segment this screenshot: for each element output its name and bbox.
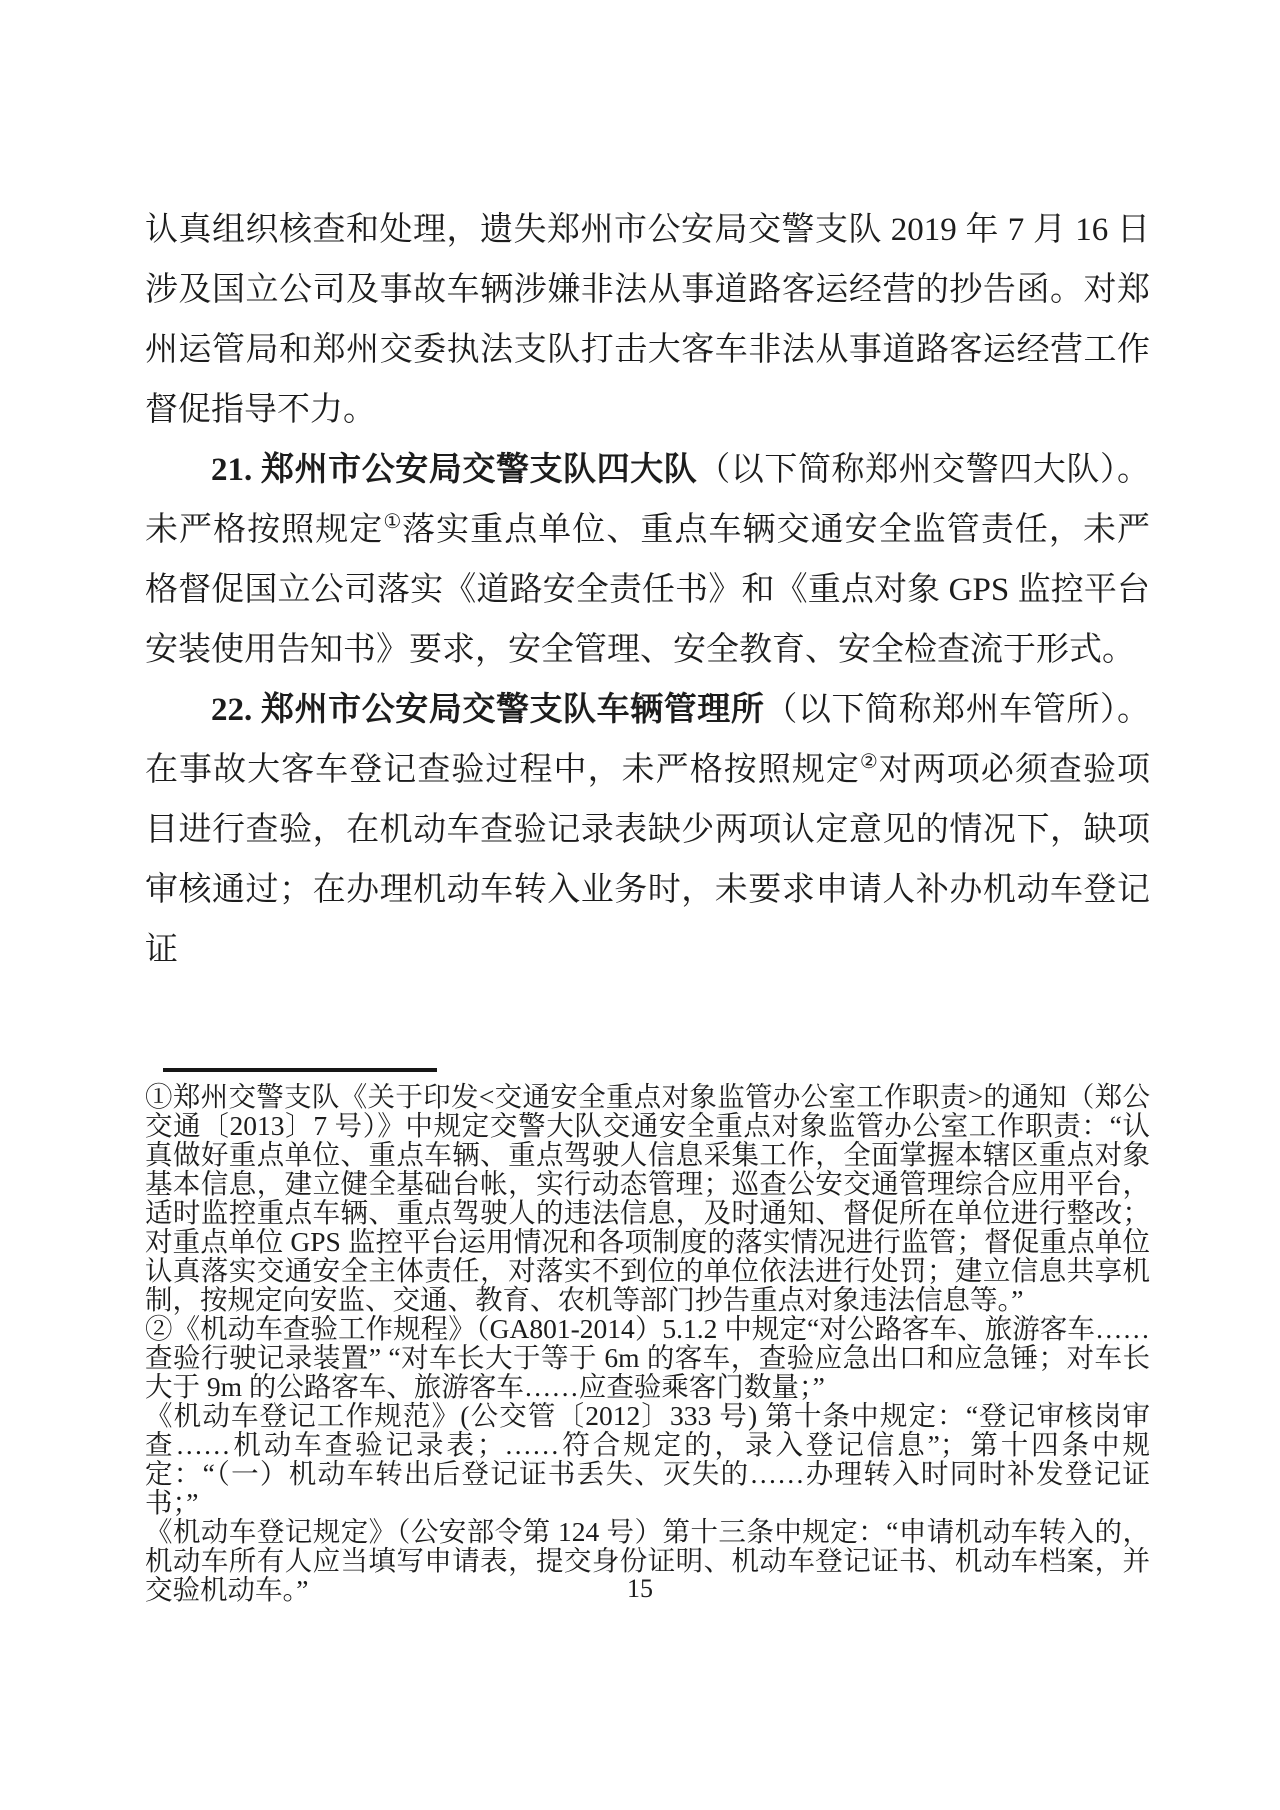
document-body: [145, 200, 1150, 980]
paragraph-21-heading: 21. 郑州市公安局交警支队四大队: [211, 452, 698, 488]
footnote-block: [145, 1082, 1150, 1604]
paragraph-21-text-continued: 落实重点单位、重点车辆交通安全监管责任，未严格督促国立公司落实《道路安全责任书》和《重点对象 GPS 监控平台安装使用告知书》要求，安全管理、安全教育、安全检查流于形式。: [145, 512, 1151, 668]
paragraph-21: [145, 440, 1150, 680]
footnote-1: ①郑州交警支队《关于印发<交通安全重点对象监管办公室工作职责>的通知（郑公交通〔2013〕7 号）》中规定交警大队交通安全重点对象监管办公室工作职责：“认真做好重点单位、重点车辆、重点驾驶人信息采集工作，全面掌握本辖区重点对象基本信息，建立健全基础台帐，实行动态管理；巡查公安交通管理综合应用平台，适时监控重点车辆、重点驾驶人的违法信息，及时通知、督促所在单位进行整改；对重点单位 GPS 监控平台运用情况和各项制度的落实情况进行监管；督促重点单位认真落实交通安全主体责任，对落实不到位的单位依法进行处罚；建立信息共享机制，按规定向安监、交通、教育、农机等部门抄告重点对象违法信息等。”: [145, 1081, 1150, 1315]
paragraph-22-text-continued: 对两项必须查验项目进行查验，在机动车查验记录表缺少两项认定意见的情况下，缺项审核通过；在办理机动车转入业务时，未要求申请人补办机动车登记证: [145, 752, 1151, 968]
footnote-marker-1: ①: [383, 511, 403, 533]
footnote-marker-2: ②: [859, 751, 879, 773]
paragraph-21-heading-suffix: （以下简称郑州交警四大队）。: [697, 452, 1151, 488]
paragraph-22-text: 在事故大客车登记查验过程中，未严格按照规定: [145, 752, 860, 788]
paragraph-21-text: 未严格按照规定: [145, 512, 384, 548]
footnote-2-registration-rules: 《机动车登记规定》（公安部令第 124 号）第十三条中规定：“申请机动车转入的，机动车所有人应当填写申请表，提交身份证明、机动车登记证书、机动车档案，并交验机动车。”: [145, 1516, 1150, 1605]
paragraph-carryover: 认真组织核查和处理，遗失郑州市公安局交警支队 2019 年 7 月 16 日涉及国立公司及事故车辆涉嫌非法从事道路客运经营的抄告函。对郑州运管局和郑州交委执法支队打击大客车非法从事道路客运经营工作督促指导不力。: [145, 212, 1150, 428]
footnote-divider: [163, 1068, 437, 1072]
footnote-2-inspection-rules: ②《机动车查验工作规程》（GA801-2014）5.1.2 中规定“对公路客车、旅游客车……查验行驶记录装置” “对车长大于等于 6m 的客车，查验应急出口和应急锤；对车长大于 9m 的公路客车、旅游客车……应查验乘客门数量；”: [145, 1313, 1150, 1402]
page-number: 15: [627, 1574, 653, 1603]
paragraph-22: [145, 680, 1150, 980]
paragraph-22-heading-suffix: （以下简称郑州车管所）。: [764, 692, 1151, 728]
footnote-2-work-spec: 《机动车登记工作规范》(公交管〔2012〕333 号) 第十条中规定：“登记审核岗审查……机动车查验记录表；……符合规定的，录入登记信息”；第十四条中规定：“（一）机动车转出后登记证书丢失、灭失的……办理转入时同时补发登记证书；”: [145, 1400, 1150, 1518]
paragraph-22-heading: 22. 郑州市公安局交警支队车辆管理所: [211, 692, 765, 728]
